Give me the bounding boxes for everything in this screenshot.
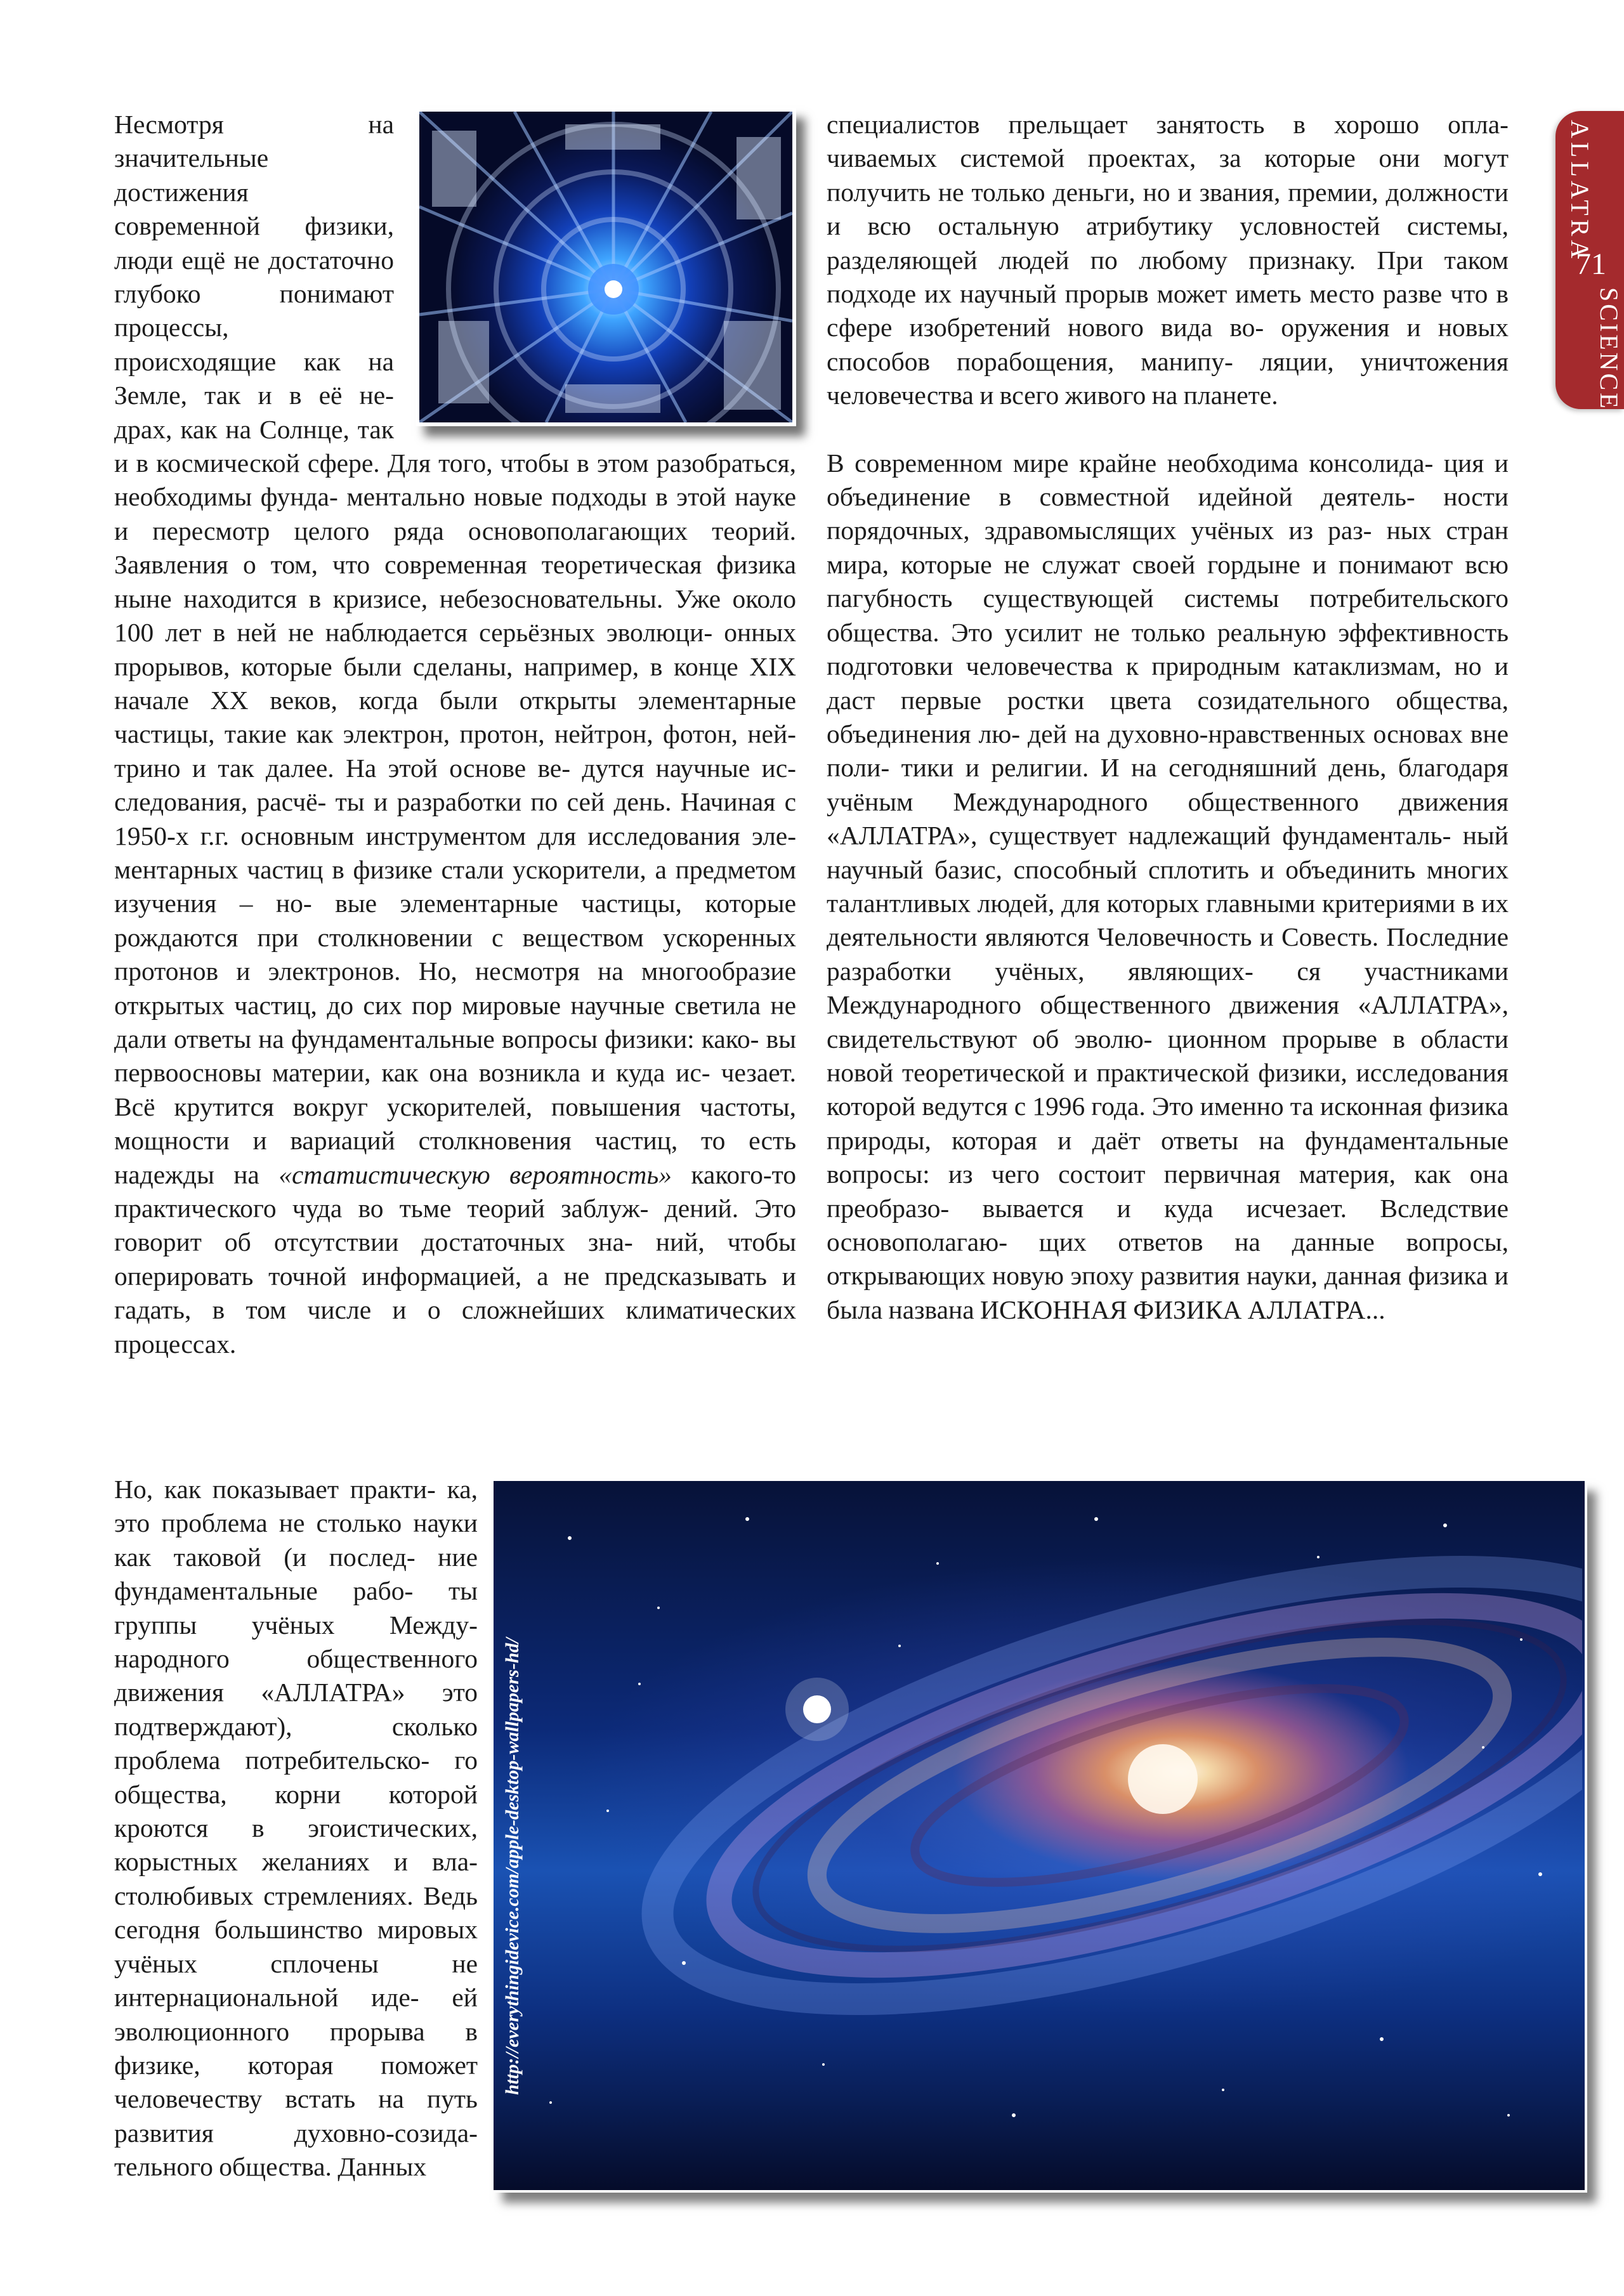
galaxy-image: [494, 1481, 1587, 2193]
tab-section: SCIENCE: [1595, 287, 1623, 411]
tab-brand: ALLATRA: [1566, 120, 1594, 263]
right-paragraph-1: специалистов прельщает занятость в хорошо опла- чиваемых системой проектах, за которые они могут получить не только деньги, но и звания, премии, должности и всю остальную атрибутику условностей системы, разделяющей людей по любому признаку. При таком подходе их научный прорыв может иметь место разве что в сфере изобретений нового вида во- оружения и новых способов порабощения, манипу- ляции, уничтожения человечества и всего живого на планете.: [827, 110, 1509, 410]
italic-phrase: «статистическую вероятность»: [278, 1159, 672, 1189]
left-column: [114, 108, 796, 1361]
page-number: 71: [1576, 247, 1606, 281]
collider-image: [416, 108, 796, 426]
right-paragraph-2: В современном мире крайне необходима консолида- ция и объединение в совместной идейной деятель- ности порядочных, здравомыслящих учёных из раз- ных стран мира, которые не служат своей гордыне и понимают всю пагубность существующей системы потребительского общества. Это усилит не только реальную эффективность подготовки человечества к природным катаклизмам, но и даст первые ростки цвета созидательного общества, объединения лю- дей на духовно-нравственных основах вне поли- тики и религии. И на сегодняшний день, благодаря учёным Международного общественного движения «АЛЛАТРА», существует надлежащий фундаменталь- ный научный базис, способный сплотить и объединить многих талантливых людей, для которых главными критериями в их деятельности являются Человечность и Совесть. Последние разработки учёных, являющих- ся участниками Международного общественного движения «АЛЛАТРА», свидетельствуют об эволю- ционном прорыве в области новой теоретической и практической физики, исследования которой ведутся с 1996 года. Это именно та исконная физика природы, которая и даёт ответы на фундаментальные вопросы: из чего состоит первичная материя, как она преобразо- вывается и куда исчезает. Вследствие основополагаю- щих ответов на данные вопросы, открывающих новую эпоху развития науки, данная физика и была названа ИСКОННАЯ ФИЗИКА АЛЛАТРА...: [827, 448, 1509, 1324]
image-credit: http://everythingidevice.com/apple-desktop-wallpapers-hd/: [502, 1638, 523, 2095]
section-tab: [1555, 111, 1624, 409]
left-paragraph-1: Несмотря на значительные достижения современной физики, люди ещё не достаточно глубоко понимают процессы, происходящие как на Земле, так и в её не- драх, как на Солнце, так и в космической сфере. Для того, чтобы в этом разобраться, необходимы фунда- ментально новые подходы в этой науке и пересмотр целого ряда основополагающих теорий. Заявления о том, что современная теоретическая физика ныне находится в кризисе, небезосновательны. Уже около 100 лет в ней не наблюдается серьёзных эволюци- онных прорывов, которые были сделаны, например, в конце XIX начале XX веков, когда были открыты элементарные частицы, такие как электрон, протон, нейтрон, фотон, ней- трино и так далее. На этой основе ве- дутся научные ис- следования, расчё- ты и разработки по сей день. Начиная с 1950-х г.г. основным инструментом для исследования эле- ментарных частиц в физике стали ускорители, а предметом изучения – но- вые элементарные частицы, которые рождаются при столкновении с веществом ускоренных протонов и электронов. Но, несмотря на многообразие открытых частиц, до сих пор мировые научные светила не дали ответы на фундаментальные вопросы физики: како- вы первоосновы материи, как она возникла и куда ис- чезает. Всё крутится вокруг ускорителей, повышения частоты, мощности и вариаций столкновения частиц, то есть надежды на «статистическую вероятность» какого-то практического чуда во тьме теорий заблуж- дений. Это говорит об отсутствии достаточных зна- ний, чтобы оперировать точной информацией, а не предсказывать и гадать, в том числе и о сложнейших климатических процессах.: [114, 110, 797, 1359]
bottom-column: [114, 1473, 478, 2184]
right-column: [827, 108, 1509, 1327]
bottom-paragraph: Но, как показывает практи- ка, это проблема не столько науки как таковой (и послед- ние фундаментальные рабо- ты группы учёных Между- народного общественного движения «АЛЛАТРА» это подтверждают), сколько проблема потребительско- го общества, корни которой кроются в эгоистических, корыстных желаниях и вла- столюбивых стремлениях. Ведь сегодня большинство мировых учёных сплочены не интернациональной иде- ей эволюционного прорыва в физике, которая поможет человечеству встать на путь развития духовно-созида- тельного общества. Данных: [114, 1475, 478, 2182]
